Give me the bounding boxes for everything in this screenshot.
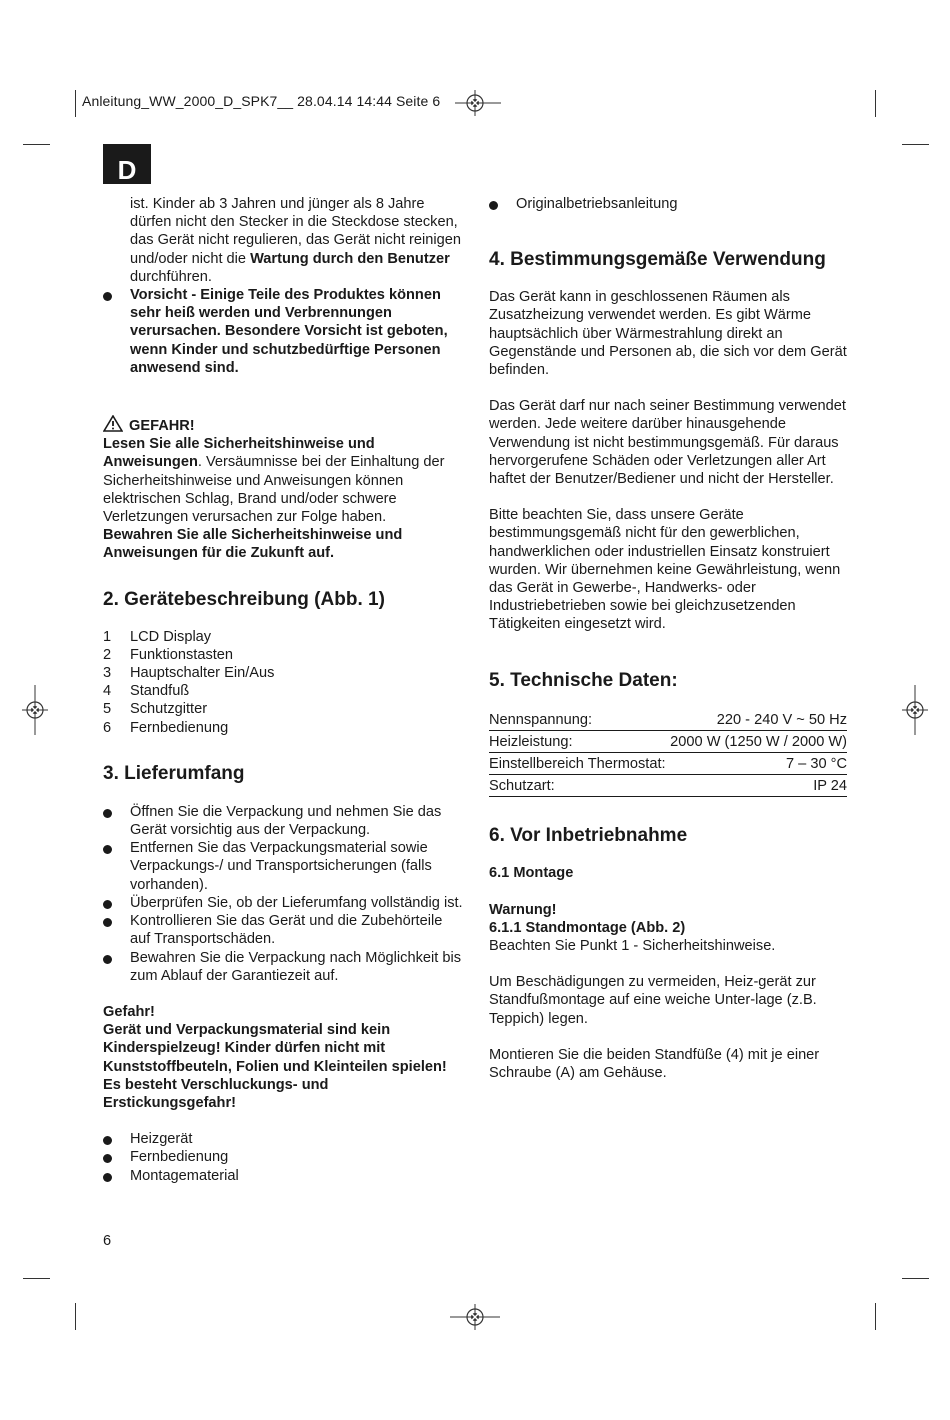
registration-mark-icon xyxy=(450,1302,500,1332)
bullet-icon xyxy=(103,1173,112,1182)
danger-keep-text: Bewahren Sie alle Sicherheitshinweise und Anweisungen für die Zukunft auf. xyxy=(103,527,403,562)
list-item: 1 LCD Display xyxy=(103,628,212,645)
print-header: Anleitung_WW_2000_D_SPK7__ 28.04.14 14:44 Seite 6 xyxy=(82,93,441,109)
crop-mark xyxy=(875,90,876,117)
table-row: Nennspannung: 220 - 240 V ~ 50 Hz xyxy=(489,709,847,731)
delivery-steps xyxy=(103,803,463,985)
subsection-title: 6.1.1 Standmontage (Abb. 2) xyxy=(489,919,686,936)
page-number: 6 xyxy=(103,1233,112,1249)
bullet-icon xyxy=(103,809,112,818)
hazard-text: Gerät und Verpackungsmaterial sind kein Kinderspielzeug! Kinder dürfen nicht mit Kunststoffbeuteln, Folien und Kleinteilen spielen! xyxy=(103,1022,447,1075)
paragraph: Das Gerät darf nur nach seiner Bestimmung verwendet werden. Jede weitere darüber hinausgehende Verwendung ist nicht bestimmungsgemäß. Für daraus hervorgerufene Schäden oder Verletzungen aller Art haftet der Benutzer/Bediener und nicht der Hersteller. xyxy=(489,398,846,488)
section-6-title: 6. Vor Inbetriebnahme xyxy=(489,825,688,847)
section-2-title: 2. Gerätebeschreibung (Abb. 1) xyxy=(103,588,385,610)
registration-mark-icon xyxy=(20,685,50,735)
crop-mark xyxy=(902,144,929,145)
list-item: Entfernen Sie das Verpackungsmaterial sowie Verpackungs-/ und Transportsicherungen (falls vorhanden). xyxy=(103,839,463,894)
paragraph: Das Gerät kann in geschlossenen Räumen als Zusatzheizung verwendet werden. Es gibt Wärme hauptsächlich über Wärmestrahlung direkt an Gegenstände und Personen ab, die sich vor dem Gerät befinden. xyxy=(489,289,847,379)
section-4-title: 4. Bestimmungsgemäße Verwendung xyxy=(489,249,826,271)
paragraph: Beachten Sie Punkt 1 - Sicherheitshinweise. xyxy=(489,938,776,955)
bullet-icon xyxy=(103,1154,112,1163)
warning-triangle-icon xyxy=(103,415,123,432)
bullet-icon xyxy=(103,918,112,927)
table-row: Einstellbereich Thermostat: 7 – 30 °C xyxy=(489,753,847,775)
crop-mark xyxy=(902,1278,929,1279)
caution-bullet: Vorsicht - Einige Teile des Produktes können sehr heiß werden und Verbrennungen verursachen. Besondere Vorsicht ist geboten, wenn Kinder und schutzbedürftige Personen anwesend sind. xyxy=(103,286,463,377)
list-item: Bewahren Sie die Verpackung nach Möglichkeit bis zum Ablauf der Garantiezeit auf. xyxy=(103,949,463,985)
list-item: Öffnen Sie die Verpackung und nehmen Sie das Gerät vorsichtig aus der Verpackung. xyxy=(103,803,463,839)
bullet-icon xyxy=(489,201,498,210)
tech-data-table xyxy=(489,709,847,798)
crop-mark xyxy=(23,1278,50,1279)
parts-list xyxy=(103,628,463,737)
list-item: Heizgerät xyxy=(103,1130,463,1148)
section-3-title: 3. Lieferumfang xyxy=(103,762,245,784)
bullet-icon xyxy=(103,1136,112,1145)
list-item: 2 Funktionstasten xyxy=(103,646,234,663)
language-badge: D xyxy=(103,144,151,184)
subsection-title: 6.1 Montage xyxy=(489,865,574,882)
list-item: 6 Fernbedienung xyxy=(103,719,229,736)
section-5-title: 5. Technische Daten: xyxy=(489,669,678,691)
hazard-title: Gefahr! xyxy=(103,1003,155,1020)
bullet-icon xyxy=(103,292,112,301)
registration-mark-icon xyxy=(900,685,930,735)
danger-text: Lesen Sie alle Sicherheitshinweise und Anweisungen. Versäumnisse bei der Einhaltung der Sicherheitshinweise und Anweisungen können elektrischen Schlag, Brand und/oder schwere Verletzungen verursachen zur Folge haben. xyxy=(103,436,445,526)
list-item: Kontrollieren Sie das Gerät und die Zubehörteile auf Transportschäden. xyxy=(103,912,463,948)
crop-mark xyxy=(75,1303,76,1330)
table-row: Schutzart: IP 24 xyxy=(489,775,847,797)
list-item: Überprüfen Sie, ob der Lieferumfang vollständig ist. xyxy=(103,894,463,912)
paragraph: Um Beschädigungen zu vermeiden, Heiz-gerät zur Standfußmontage auf eine weiche Unter-lage (z.B. Teppich) legen. xyxy=(489,974,817,1027)
left-column xyxy=(103,195,463,1185)
hazard-text-2: Es besteht Verschluckungs- und Erstickungsgefahr! xyxy=(103,1076,329,1111)
list-item: 3 Hauptschalter Ein/Aus xyxy=(103,665,275,682)
table-row: Heizleistung: 2000 W (1250 W / 2000 W) xyxy=(489,730,847,752)
list-item: 4 Standfuß xyxy=(103,683,190,700)
list-item: Originalbetriebsanleitung xyxy=(489,195,849,213)
warning-label: Warnung! xyxy=(489,901,557,918)
contents-list xyxy=(103,1130,463,1185)
registration-mark-icon xyxy=(455,88,501,118)
danger-heading: GEFAHR! xyxy=(103,415,463,435)
bullet-icon xyxy=(103,955,112,964)
bullet-icon xyxy=(103,845,112,854)
crop-mark xyxy=(75,90,76,117)
list-item: Montagematerial xyxy=(103,1167,463,1185)
list-item: Fernbedienung xyxy=(103,1148,463,1166)
intro-continuation: ist. Kinder ab 3 Jahren und jünger als 8 Jahre dürfen nicht den Stecker in die Steckdose stecken, das Gerät nicht regulieren, das Gerät nicht reinigen und/oder nicht die Wartung durch den Benutzer durchführen. xyxy=(130,196,461,285)
paragraph: Montieren Sie die beiden Standfüße (4) mit je einer Schraube (A) am Gehäuse. xyxy=(489,1046,820,1082)
crop-mark xyxy=(875,1303,876,1330)
bullet-icon xyxy=(103,900,112,909)
right-column xyxy=(489,195,849,1082)
paragraph: Bitte beachten Sie, dass unsere Geräte bestimmungsgemäß nicht für den gewerblichen, handwerklichen oder industriellen Einsatz konstruiert wurden. Wir übernehmen keine Gewährleistung, wenn das Gerät in Gewerbe-, Handwerks- oder Industriebetrieben sowie bei gleichzusetzenden Tätigkeiten eingesetzt wird. xyxy=(489,507,841,633)
crop-mark xyxy=(23,144,50,145)
list-item: 5 Schutzgitter xyxy=(103,701,208,718)
